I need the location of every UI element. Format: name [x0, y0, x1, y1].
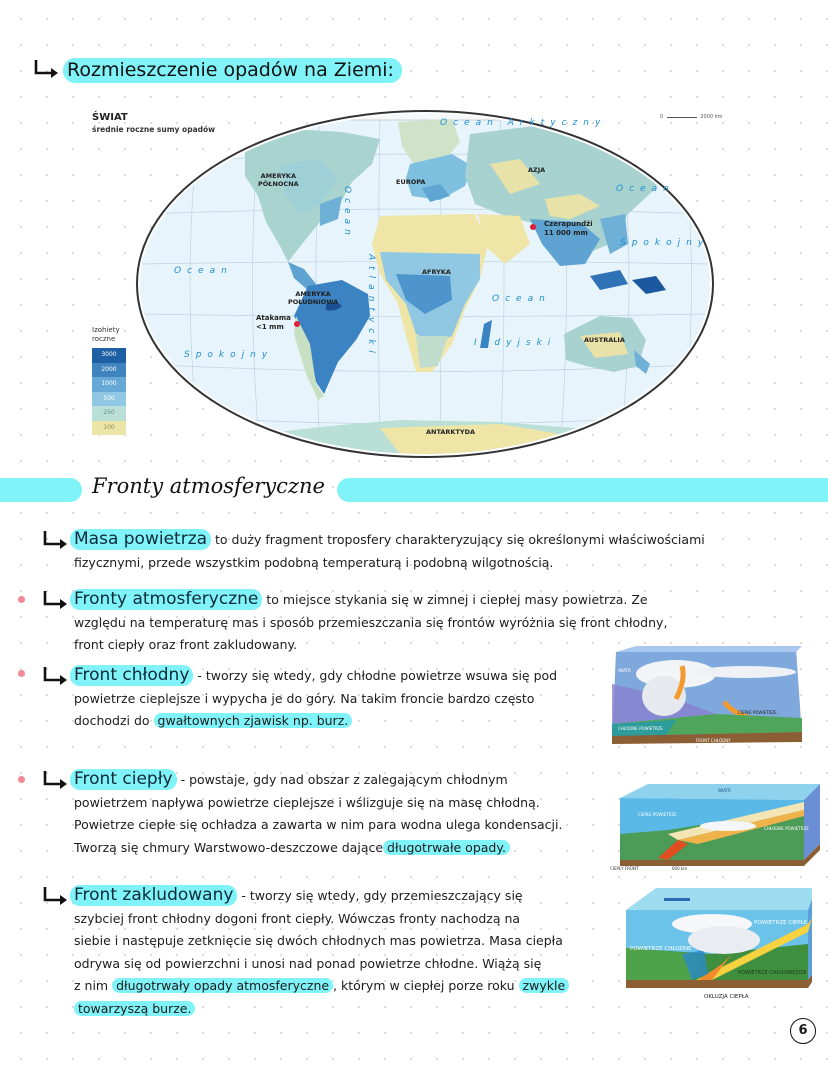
- label-pacific-east-2: Spokojny: [620, 238, 710, 248]
- legend-item: 250: [92, 406, 126, 421]
- arrow-icon: [42, 529, 70, 551]
- world-precipitation-map: [80, 104, 736, 466]
- legend-title: Izohiety roczne: [92, 326, 120, 343]
- label-cold-front: FRONT CHŁODNY: [696, 738, 731, 743]
- item-occluded-front: Front zakludowany - tworzy się wtedy, gdy przemieszczający się szybciej front chłodny dogoni front ciepły. Wówczas fronty nachodzą na siebie i następuje zetknięcie się dwóch chłodnych mas powietrza. Masa ciepła odrywa się od powierzchni i unosi nad ponad powietrze chłodne. Wiążą się z nim długotrwały opady atmosferyczne , którym w ciepłej porze roku zwykle towarzyszą burze.: [42, 884, 612, 1020]
- label-asia: AZJA: [528, 166, 546, 174]
- occluded-front-illustration: [612, 884, 812, 1000]
- legend-item: 3000: [92, 348, 126, 363]
- term-warm-front: Front ciepły: [70, 769, 177, 790]
- item-warm-front: Front ciepły - powstaje, gdy nad obszar z zalegającym chłodnym powietrzem napływa powietrze cieplejsze i wślizguje się na masę chłodną. Powietrze ciepłe się ochładza a zawarta w nim para wodna ulega kondensacji. Tworzą się chmury Warstwowo-deszczowe dające długotrwałe opady.: [42, 768, 602, 859]
- label-warm-front: CIEPŁY FRONT: [610, 866, 639, 870]
- label-indian-1: Ocean: [492, 294, 551, 304]
- label-antarctica: ANTARKTYDA: [426, 428, 476, 436]
- wet-extreme-label: Czerapundżi 11 000 mm: [544, 220, 593, 237]
- term-occluded-front: Front zakludowany: [70, 885, 237, 906]
- dry-extreme-marker: [294, 321, 300, 327]
- item-air-mass: Masa powietrza to duży fragment troposfery charakteryzujący się określonymi właściwościami fizycznymi, przede wszystkim podobną temperaturą i podobną wilgotnością.: [42, 528, 802, 574]
- legend-item: 1000: [92, 377, 126, 392]
- occluded-front-diagram: [612, 884, 812, 1000]
- item-atmospheric-fronts: Fronty atmosferyczne to miejsce stykania się w zimnej i ciepłej masy powietrza. Ze względu na temperaturę mas i sposób przemieszczania się frontów wyróżnia się front chłodny, front ciepły oraz front zakludowany.: [42, 588, 802, 657]
- term-air-mass: Masa powietrza: [70, 529, 211, 550]
- map-subtitle: średnie roczne sumy opadów: [92, 125, 216, 134]
- arrow-icon: [33, 58, 61, 80]
- label-wind: WIATR: [618, 668, 631, 673]
- label-australia: AUSTRALIA: [584, 336, 625, 344]
- label-occlusion: OKLUZJA CIEPŁA: [704, 994, 749, 1000]
- label-pacific-west-1: Ocean: [174, 266, 233, 276]
- label-colder-air: POWIETRZE CHŁODNIEJSZE: [738, 970, 807, 976]
- label-pacific-west-2: Spokojny: [184, 350, 274, 360]
- highlight-long-rainfall: długotrwałe opady.: [383, 840, 510, 855]
- item-cold-front: Front chłodny - tworzy się wtedy, gdy chłodne powietrze wsuwa się pod powietrze cieplejsze i wypycha je do góry. Na takim froncie bardzo często dochodzi do gwałtownych zjawisk np. burz.: [42, 664, 602, 733]
- map-title: ŚWIAT: [92, 112, 128, 123]
- label-distance: 600 km: [672, 866, 688, 870]
- wet-extreme-marker: [530, 224, 536, 230]
- map-scale: 0 2000 km: [660, 114, 723, 120]
- dry-extreme-label: Atakama <1 mm: [256, 314, 291, 331]
- cold-front-diagram: [606, 644, 806, 748]
- legend-item: 2000: [92, 363, 126, 378]
- label-europe: EUROPA: [396, 178, 426, 186]
- label-cold-air: POWIETRZE CHŁODNE: [630, 946, 692, 952]
- bullet-dot: [18, 776, 25, 783]
- legend-item: 100: [92, 421, 126, 436]
- term-cold-front: Front chłodny: [70, 665, 193, 686]
- label-north-america: AMERYKA PÓŁNOCNA: [258, 172, 299, 188]
- label-warm-air: POWIETRZE CIEPŁE: [754, 920, 808, 926]
- bullet-dot: [18, 596, 25, 603]
- label-warm-air: CIEPŁE POWIETRZE: [738, 710, 777, 715]
- cold-front-illustration: [606, 644, 806, 748]
- label-wind: WIATR: [718, 788, 731, 793]
- highlight-usually: zwykle: [519, 978, 570, 993]
- label-cold-air: CHŁODNE POWIETRZE: [618, 726, 663, 731]
- warm-front-illustration: [608, 778, 822, 870]
- arrow-icon: [42, 885, 70, 907]
- arrow-icon: [42, 589, 70, 611]
- highlight-long-precipitation: długotrwały opady atmosferyczne: [112, 978, 333, 993]
- precipitation-legend: [92, 348, 126, 435]
- label-south-america: AMERYKA POŁUDNIOWA: [288, 290, 339, 306]
- highlight-violent-phenomena: gwałtownych zjawisk np. burz.: [154, 713, 353, 728]
- banner-stripe-right: [337, 478, 828, 502]
- label-atlantic-1: Ocean: [342, 186, 352, 240]
- section-banner-title: Fronty atmosferyczne: [92, 474, 325, 498]
- section-title: Rozmieszczenie opadów na Ziemi:: [63, 58, 402, 83]
- term-atmospheric-fronts: Fronty atmosferyczne: [70, 589, 262, 610]
- bullet-dot: [18, 670, 25, 677]
- arrow-icon: [42, 769, 70, 791]
- label-indian-2: Indyjski: [474, 338, 557, 348]
- label-pacific-east-1: Ocean: [616, 184, 675, 194]
- page-number: 6: [790, 1018, 816, 1044]
- label-arctic-ocean: Ocean Arktyczny: [440, 118, 607, 128]
- legend-item: 500: [92, 392, 126, 407]
- map-graphic: [80, 104, 736, 466]
- label-africa: AFRYKA: [422, 268, 451, 276]
- label-cold-air: CHŁODNE POWIETRZE: [764, 826, 809, 831]
- arrow-icon: [42, 665, 70, 687]
- warm-front-diagram: [608, 778, 822, 870]
- label-atlantic-2: Atlantycki: [366, 254, 376, 359]
- highlight-storms: towarzyszą burze.: [74, 1001, 195, 1016]
- label-warm-air: CIEPŁE POWIETRZE: [638, 812, 677, 817]
- banner-stripe-left: [0, 478, 82, 502]
